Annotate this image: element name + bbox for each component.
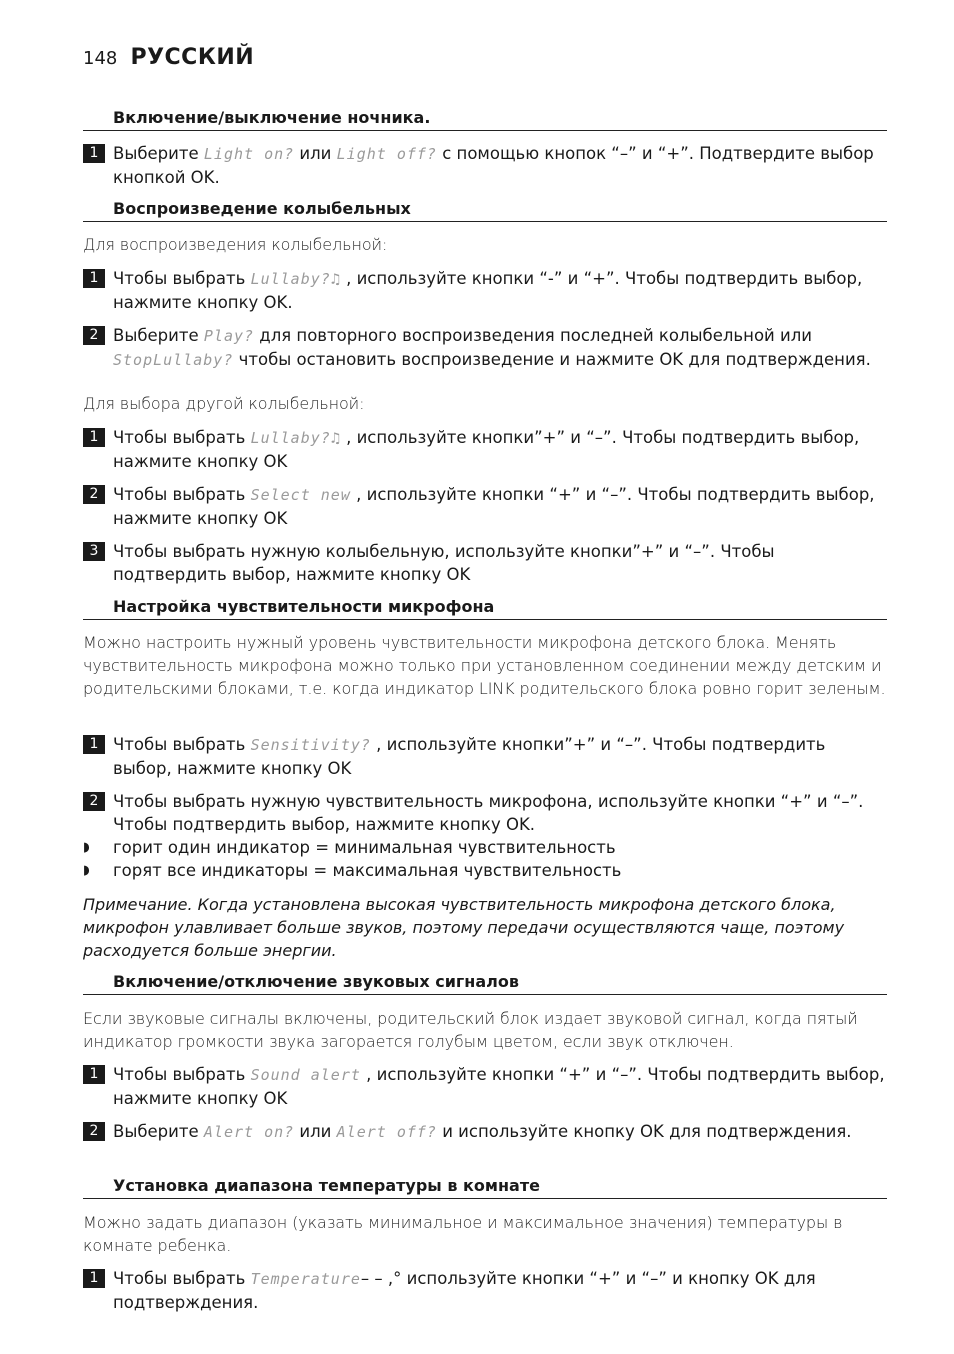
step-text: Чтобы выбрать нужную чувствительность микрофона, используйте кнопки “+” и “–”. Чтобы подтвердить выбор, нажмите кнопку OK. xyxy=(113,792,864,834)
step-number: 1 xyxy=(83,428,105,447)
step-lullaby-other-2 xyxy=(83,483,889,530)
lcd-text: Sensitivity? xyxy=(250,736,371,754)
section-title: Установка диапазона температуры в комнате xyxy=(83,1175,887,1199)
section-alert-sounds xyxy=(83,971,887,995)
step-text: , используйте кнопки “+” и “–”. Чтобы подтвердить выбор, нажмите кнопку OK xyxy=(113,485,875,528)
step-number: 2 xyxy=(83,792,105,811)
bullet-icon: ◗ xyxy=(83,863,90,878)
step-text: Чтобы выбрать xyxy=(113,428,251,447)
step-text: Чтобы выбрать нужную колыбельную, используйте кнопки”+” и “–”. Чтобы подтвердить выбор, нажмите кнопку OK xyxy=(113,542,775,584)
lcd-text: Lullaby?♫ xyxy=(250,429,341,447)
step-text: , используйте кнопки”+” и “–”. Чтобы подтвердить выбор, нажмите кнопку OK xyxy=(113,428,860,471)
step-text: Выберите xyxy=(113,326,204,345)
section-title: Настройка чувствительности микрофона xyxy=(83,596,887,620)
paragraph: Для воспроизведения колыбельной: xyxy=(83,235,388,254)
step-text: или xyxy=(294,144,337,163)
step-text: Чтобы выбрать xyxy=(113,1065,251,1084)
lcd-text: Play? xyxy=(203,327,255,345)
paragraph: Можно настроить нужный уровень чувствительности микрофона детского блока. Менять чувствительность микрофона можно только при установленном соединении между детским и родительскими блоками, т.е. когда индикатор LINK родительского блока ровно горит зеленым. xyxy=(83,633,886,698)
lcd-text: Sound alert xyxy=(250,1066,361,1084)
lcd-text: StopLullaby? xyxy=(113,351,234,369)
step-lullaby-other-3 xyxy=(83,540,889,586)
step-lullaby-1 xyxy=(83,267,889,314)
step-temperature-1 xyxy=(83,1267,889,1314)
step-text: Чтобы выбрать xyxy=(113,1269,251,1288)
step-text: Выберите xyxy=(113,1122,204,1141)
step-alert-1 xyxy=(83,1063,889,1110)
step-number: 3 xyxy=(83,542,105,561)
step-number: 1 xyxy=(83,1269,105,1288)
step-text: с помощью кнопок “–” и “+”. Подтвердите выбор кнопкой OK. xyxy=(113,144,874,187)
step-number: 2 xyxy=(83,485,105,504)
step-text: Чтобы выбрать xyxy=(113,735,251,754)
page-language-title: РУССКИЙ xyxy=(130,45,255,70)
step-lullaby-other-1 xyxy=(83,426,889,473)
step-text: или xyxy=(294,1122,337,1141)
lcd-text: Light off? xyxy=(336,145,437,163)
step-number: 1 xyxy=(83,269,105,288)
section-title: Воспроизведение колыбельных xyxy=(83,198,887,222)
step-night-light-1 xyxy=(83,142,889,189)
step-sensitivity-2 xyxy=(83,790,889,836)
step-alert-2 xyxy=(83,1120,889,1144)
step-text: для повторного воспроизведения последней колыбельной или xyxy=(254,326,813,345)
page-header xyxy=(83,45,254,75)
lcd-text: Light on? xyxy=(203,145,295,163)
lcd-text: Alert on? xyxy=(203,1123,295,1141)
section-title: Включение/отключение звуковых сигналов xyxy=(83,971,887,995)
section-temperature-range xyxy=(83,1175,887,1199)
bullet-text: горят все индикаторы = максимальная чувствительность xyxy=(113,861,622,880)
step-lullaby-2 xyxy=(83,324,889,372)
step-text: и используйте кнопку OK для подтверждения. xyxy=(436,1122,852,1141)
section-mic-sensitivity xyxy=(83,596,887,620)
lcd-text: Temperature xyxy=(250,1270,361,1288)
step-number: 1 xyxy=(83,735,105,754)
section-night-light xyxy=(83,107,887,131)
step-number: 1 xyxy=(83,1065,105,1084)
step-number: 2 xyxy=(83,1122,105,1141)
step-text: , используйте кнопки “-” и “+”. Чтобы подтвердить выбор, нажмите кнопку OK. xyxy=(113,269,863,312)
step-text: Чтобы выбрать xyxy=(113,269,251,288)
step-text: чтобы остановить воспроизведение и нажмите OK для подтверждения. xyxy=(233,350,871,369)
bullet-text: горит один индикатор = минимальная чувствительность xyxy=(113,838,616,857)
step-sensitivity-1 xyxy=(83,733,889,780)
lcd-text: Lullaby?♫ xyxy=(250,270,341,288)
paragraph: Можно задать диапазон (указать минимальное и максимальное значения) температуры в комнате ребенка. xyxy=(83,1213,843,1255)
step-number: 1 xyxy=(83,144,105,163)
page-number: 148 xyxy=(83,48,118,69)
paragraph: Для выбора другой колыбельной: xyxy=(83,394,365,413)
bullet-item xyxy=(83,859,889,882)
bullet-item xyxy=(83,836,889,859)
bullet-icon: ◗ xyxy=(83,840,90,855)
step-text: , используйте кнопки”+” и “–”. Чтобы подтвердить выбор, нажмите кнопку OK xyxy=(113,735,826,778)
section-title: Включение/выключение ночника. xyxy=(83,107,887,131)
section-lullabies xyxy=(83,198,887,222)
step-text: – – ,° используйте кнопки “+” и “–” и кнопку OK для подтверждения. xyxy=(113,1269,816,1312)
step-text: Выберите xyxy=(113,144,204,163)
lcd-text: Alert off? xyxy=(336,1123,437,1141)
paragraph: Если звуковые сигналы включены, родительский блок издает звуковой сигнал, когда пятый индикатор громкости звука загорается голубым цветом, если звук отключен. xyxy=(83,1009,858,1051)
step-number: 2 xyxy=(83,326,105,345)
lcd-text: Select new xyxy=(250,486,351,504)
step-text: , используйте кнопки “+” и “–”. Чтобы подтвердить выбор, нажмите кнопку OK xyxy=(113,1065,885,1108)
note: Примечание. Когда установлена высокая чувствительность микрофона детского блока, микрофон улавливает больше звуков, поэтому передачи осуществляются чаще, поэтому расходуется больше энергии. xyxy=(83,895,845,960)
step-text: Чтобы выбрать xyxy=(113,485,251,504)
